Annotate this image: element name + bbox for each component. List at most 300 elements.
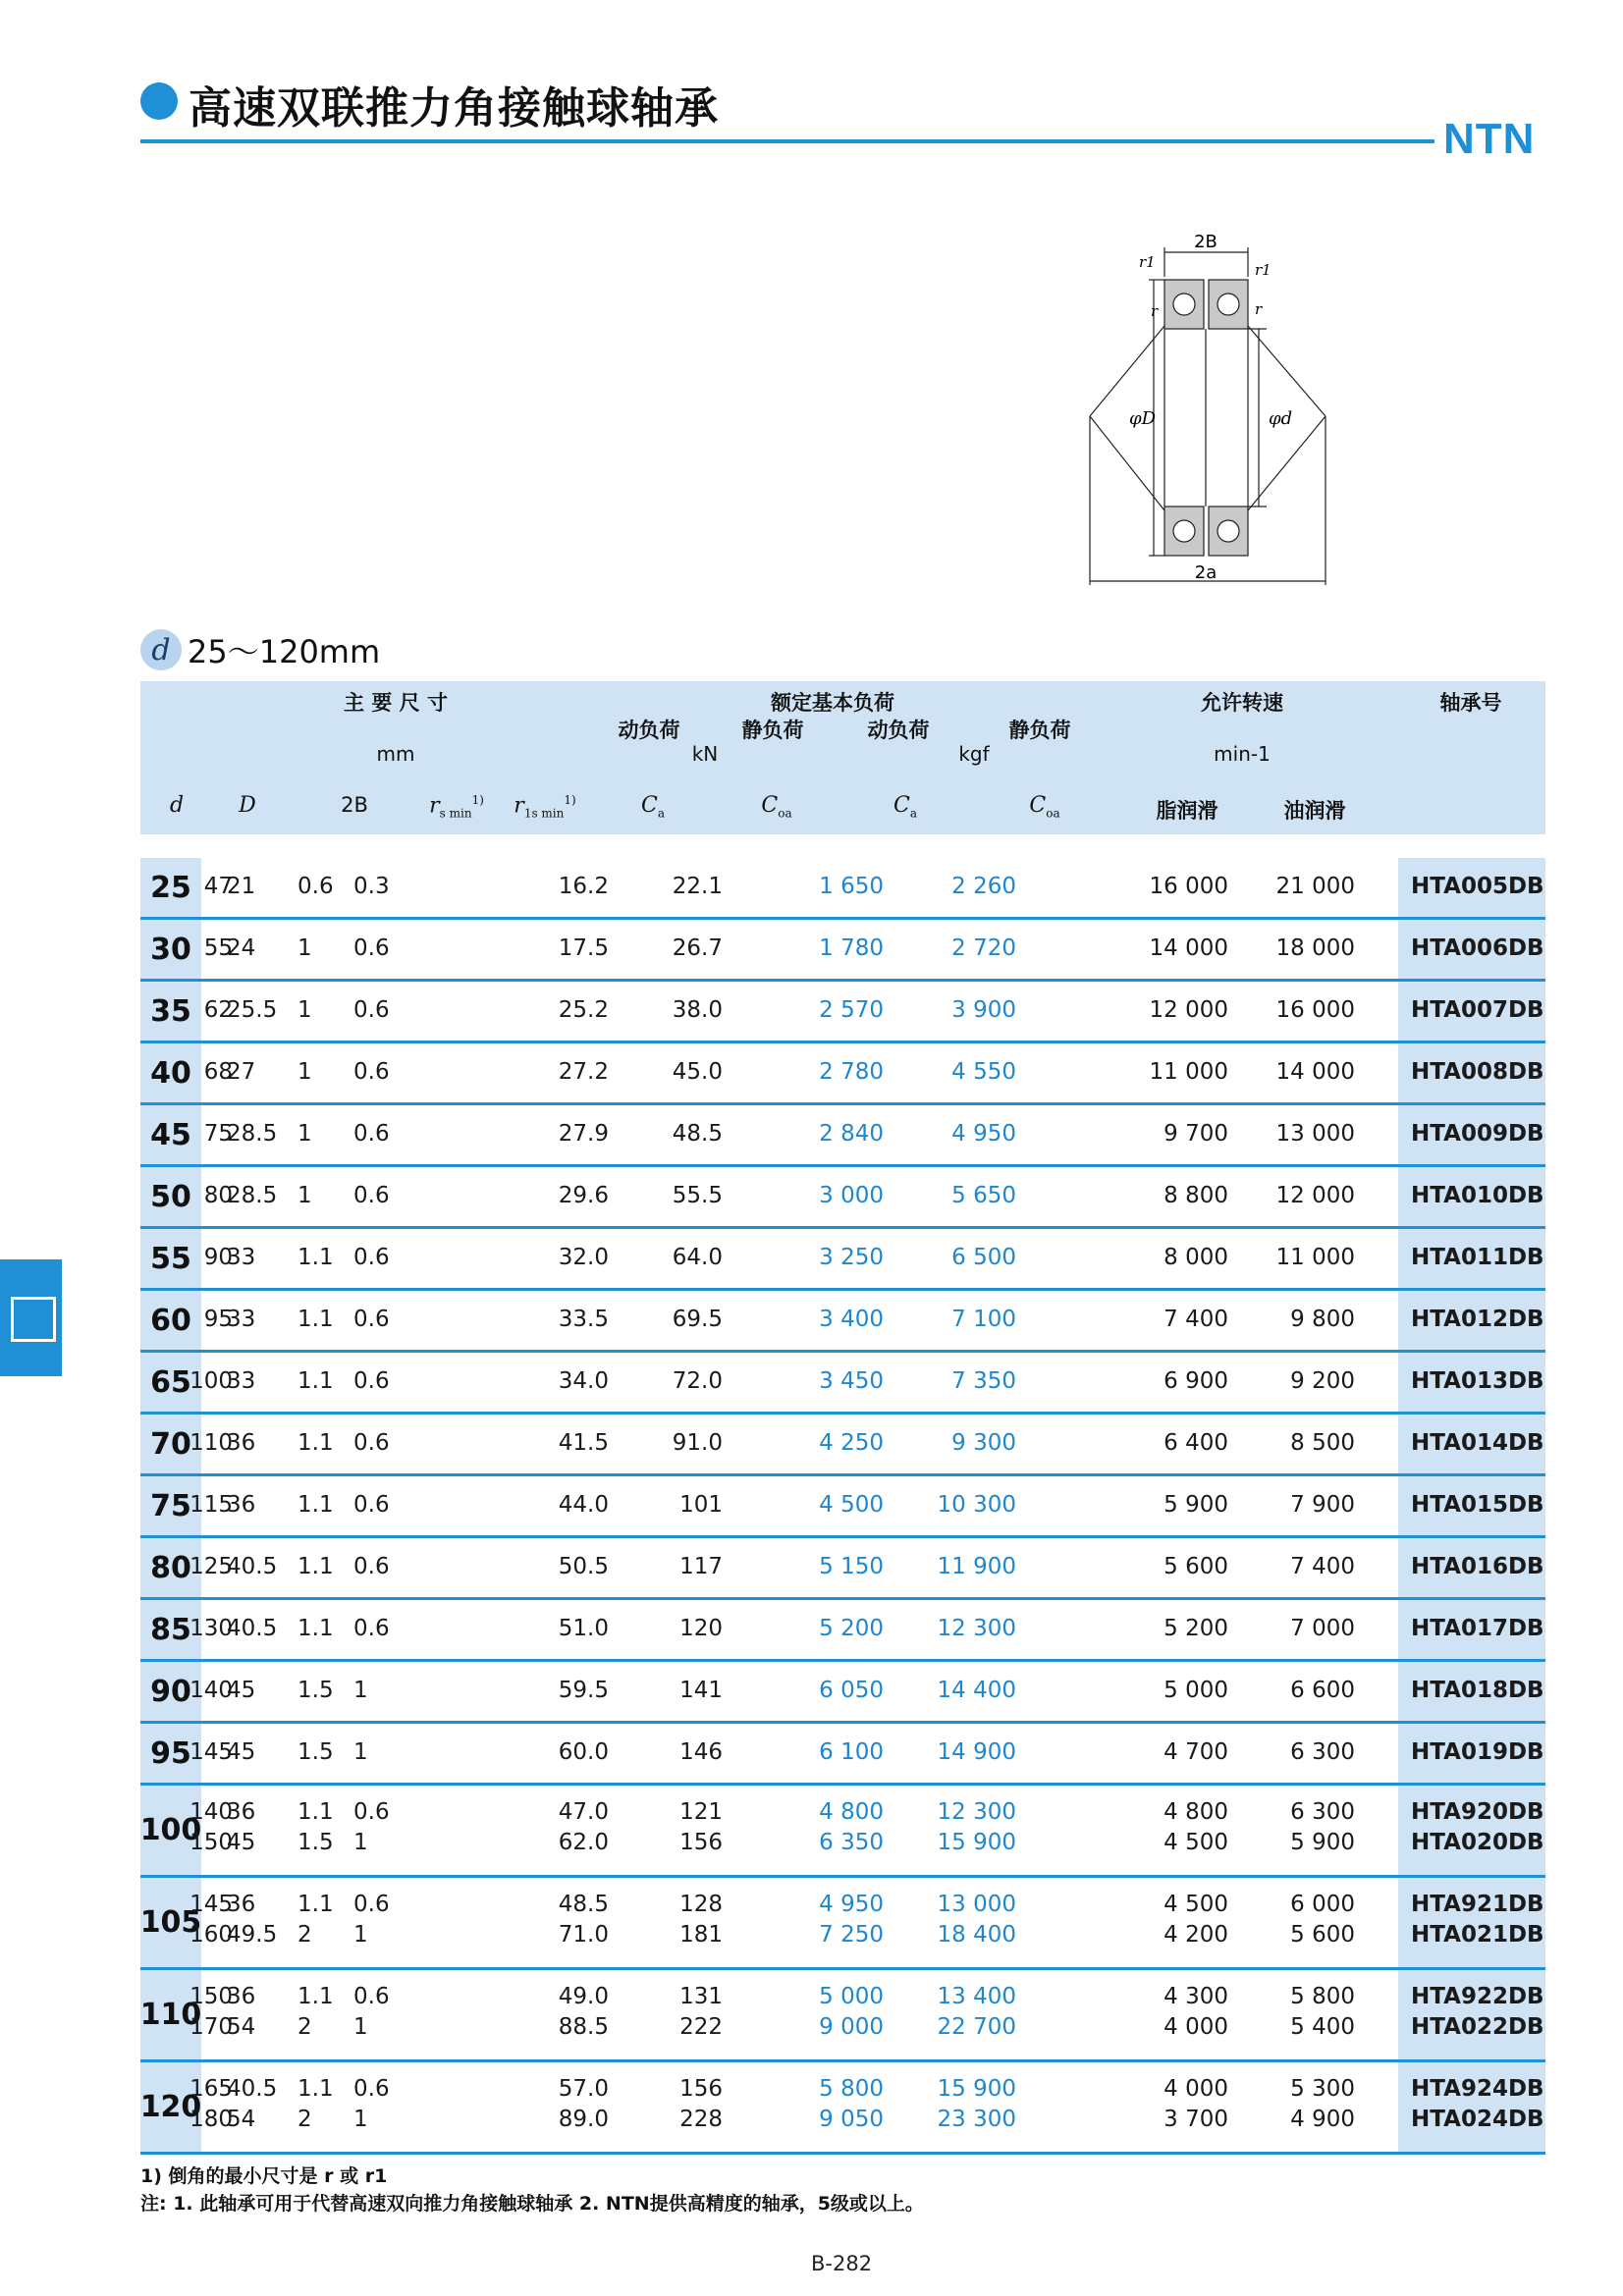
speed-grease-cell: 6 900 <box>1163 1368 1228 1394</box>
stat-load-kn-cell: 181 <box>679 1922 723 1948</box>
rs-min-cell: 1.1 <box>298 1892 334 1917</box>
dyn-load-kgf-cell: 9 050 <box>819 2107 884 2132</box>
header-col-2b: 2B <box>341 793 368 817</box>
stat-load-kgf-cell: 7 100 <box>951 1307 1016 1332</box>
bearing-number-cell: HTA022DB <box>1411 2014 1544 2040</box>
width-2b-cell: 45 <box>227 1678 256 1703</box>
page-number: B-282 <box>811 2252 873 2275</box>
outer-diameter-cell: 115 <box>189 1492 233 1518</box>
bore-diameter-cell: 105 <box>140 1878 201 1967</box>
stat-load-kn-cell: 131 <box>679 1984 723 2009</box>
stat-load-kn-cell: 45.0 <box>672 1059 723 1085</box>
dyn-load-kgf-cell: 6 350 <box>819 1830 884 1855</box>
speed-grease-cell: 4 500 <box>1163 1892 1228 1917</box>
rs-min-cell: 1 <box>298 935 312 961</box>
speed-oil-cell: 5 800 <box>1290 1984 1355 2009</box>
dim-r1-left-label: r1 <box>1139 253 1156 271</box>
stat-load-kgf-cell: 15 900 <box>937 2076 1016 2102</box>
table-row <box>140 920 1545 982</box>
width-2b-cell: 40.5 <box>227 1554 278 1579</box>
stat-load-kgf-cell: 18 400 <box>937 1922 1016 1948</box>
outer-diameter-cell: 130 <box>189 1616 233 1641</box>
table-row-line <box>140 2014 1545 2044</box>
speed-oil-cell: 21 000 <box>1275 874 1355 899</box>
page-title: 高速双联推力角接触球轴承 <box>189 83 719 133</box>
table-row-line <box>140 2076 1545 2106</box>
bore-diameter-cell: 120 <box>140 2062 201 2152</box>
stat-load-kn-cell: 38.0 <box>672 997 723 1023</box>
table-row <box>140 1043 1545 1105</box>
rs-min-cell: 1.1 <box>298 1492 334 1518</box>
rs-min-cell: 1.1 <box>298 1368 334 1394</box>
stat-load-kgf-cell: 14 400 <box>937 1678 1016 1703</box>
stat-load-kn-cell: 48.5 <box>672 1121 723 1147</box>
dyn-load-kn-cell: 88.5 <box>558 2014 609 2040</box>
dyn-load-kgf-cell: 5 800 <box>819 2076 884 2102</box>
dyn-load-kn-cell: 16.2 <box>558 874 609 899</box>
dyn-load-kgf-cell: 1 780 <box>819 935 884 961</box>
dyn-load-kgf-cell: 4 800 <box>819 1799 884 1825</box>
bearing-number-cell: HTA011DB <box>1411 1245 1544 1270</box>
dyn-load-kn-cell: 89.0 <box>558 2107 609 2132</box>
bearing-number-cell: HTA024DB <box>1411 2107 1544 2132</box>
bearing-number-cell: HTA014DB <box>1411 1430 1544 1456</box>
speed-oil-cell: 9 800 <box>1290 1307 1355 1332</box>
bearing-number-cell: HTA010DB <box>1411 1183 1544 1208</box>
table-row <box>140 1291 1545 1353</box>
rs-min-cell: 1.5 <box>298 1830 334 1855</box>
width-2b-cell: 28.5 <box>227 1121 278 1147</box>
bore-diameter-cell: 25 <box>140 858 201 917</box>
width-2b-cell: 27 <box>227 1059 256 1085</box>
dyn-load-kn-cell: 48.5 <box>558 1892 609 1917</box>
r1s-min-cell: 0.6 <box>353 1183 390 1208</box>
dyn-load-kgf-cell: 4 250 <box>819 1430 884 1456</box>
stat-load-kn-cell: 72.0 <box>672 1368 723 1394</box>
stat-load-kgf-cell: 22 700 <box>937 2014 1016 2040</box>
r1s-min-cell: 0.6 <box>353 1307 390 1332</box>
bore-diameter-cell: 70 <box>140 1415 201 1473</box>
outer-diameter-cell: 95 <box>203 1307 233 1332</box>
r1s-min-cell: 1 <box>353 1830 368 1855</box>
bore-diameter-cell: 55 <box>140 1229 201 1288</box>
stat-load-kgf-cell: 2 720 <box>951 935 1016 961</box>
table-row <box>140 1970 1545 2062</box>
bearing-number-cell: HTA013DB <box>1411 1368 1544 1394</box>
dyn-load-kn-cell: 51.0 <box>558 1616 609 1641</box>
speed-grease-cell: 11 000 <box>1149 1059 1228 1085</box>
stat-load-kgf-cell: 23 300 <box>937 2107 1016 2132</box>
header-col-rs-min: $r_{s min}^{1)}$ <box>429 793 484 821</box>
stat-load-kn-cell: 69.5 <box>672 1307 723 1332</box>
dyn-load-kgf-cell: 3 450 <box>819 1368 884 1394</box>
stat-load-kn-cell: 146 <box>679 1739 723 1765</box>
stat-load-kgf-cell: 7 350 <box>951 1368 1016 1394</box>
bearing-number-cell: HTA921DB <box>1411 1892 1544 1917</box>
r1s-min-cell: 1 <box>353 2014 368 2040</box>
speed-oil-cell: 6 000 <box>1290 1892 1355 1917</box>
outer-diameter-cell: 150 <box>189 1830 233 1855</box>
outer-diameter-cell: 110 <box>189 1430 233 1456</box>
header-bullet <box>140 82 178 120</box>
bearing-number-cell: HTA015DB <box>1411 1492 1544 1518</box>
width-2b-cell: 36 <box>227 1492 256 1518</box>
speed-oil-cell: 6 300 <box>1290 1799 1355 1825</box>
speed-oil-cell: 7 000 <box>1290 1616 1355 1641</box>
table-row-line <box>140 1307 1545 1336</box>
dyn-load-kgf-cell: 4 500 <box>819 1492 884 1518</box>
rs-min-cell: 1.1 <box>298 1799 334 1825</box>
table-row-line <box>140 1984 1545 2013</box>
bore-diameter-cell: 65 <box>140 1353 201 1412</box>
stat-load-kgf-cell: 12 300 <box>937 1799 1016 1825</box>
r1s-min-cell: 0.6 <box>353 1892 390 1917</box>
rs-min-cell: 2 <box>298 2014 312 2040</box>
dyn-load-kgf-cell: 6 050 <box>819 1678 884 1703</box>
outer-diameter-cell: 140 <box>189 1799 233 1825</box>
table-row <box>140 1600 1545 1662</box>
dyn-load-kn-cell: 57.0 <box>558 2076 609 2102</box>
outer-diameter-cell: 180 <box>189 2107 233 2132</box>
rs-min-cell: 0.6 <box>298 874 334 899</box>
speed-oil-cell: 5 600 <box>1290 1922 1355 1948</box>
dyn-load-kn-cell: 47.0 <box>558 1799 609 1825</box>
rs-min-cell: 1.1 <box>298 1307 334 1332</box>
r1s-min-cell: 0.3 <box>353 874 390 899</box>
outer-diameter-cell: 160 <box>189 1922 233 1948</box>
bearing-number-cell: HTA005DB <box>1411 874 1544 899</box>
table-row-line <box>140 1368 1545 1398</box>
table-row <box>140 1229 1545 1291</box>
dyn-load-kgf-cell: 5 000 <box>819 1984 884 2009</box>
speed-grease-cell: 4 500 <box>1163 1830 1228 1855</box>
dyn-load-kn-cell: 71.0 <box>558 1922 609 1948</box>
speed-oil-cell: 14 000 <box>1275 1059 1355 1085</box>
bearing-number-cell: HTA012DB <box>1411 1307 1544 1332</box>
speed-grease-cell: 6 400 <box>1163 1430 1228 1456</box>
r1s-min-cell: 0.6 <box>353 1984 390 2009</box>
dim-r-left-label: r <box>1151 302 1159 320</box>
speed-oil-cell: 11 000 <box>1275 1245 1355 1270</box>
dyn-load-kn-cell: 59.5 <box>558 1678 609 1703</box>
dyn-load-kn-cell: 44.0 <box>558 1492 609 1518</box>
rs-min-cell: 1 <box>298 997 312 1023</box>
dyn-load-kn-cell: 60.0 <box>558 1739 609 1765</box>
bore-range <box>140 628 380 671</box>
dim-r-right-label: r <box>1255 300 1263 318</box>
rs-min-cell: 1.1 <box>298 1984 334 2009</box>
table-row-line <box>140 1830 1545 1859</box>
stat-load-kn-cell: 222 <box>679 2014 723 2040</box>
table-row-line <box>140 1245 1545 1274</box>
dyn-load-kn-cell: 49.0 <box>558 1984 609 2009</box>
table-row <box>140 1353 1545 1415</box>
stat-load-kn-cell: 117 <box>679 1554 723 1579</box>
r1s-min-cell: 0.6 <box>353 2076 390 2102</box>
speed-grease-cell: 5 200 <box>1163 1616 1228 1641</box>
footnote-chamfer: 1) 倒角的最小尺寸是 r 或 r1 <box>140 2165 388 2187</box>
footnote-notes: 注: 1. 此轴承可用于代替高速双向推力角接触球轴承 2. NTN提供高精度的轴承，5级或以上。 <box>140 2193 924 2215</box>
dyn-load-kn-cell: 62.0 <box>558 1830 609 1855</box>
rs-min-cell: 2 <box>298 2107 312 2132</box>
speed-oil-cell: 5 900 <box>1290 1830 1355 1855</box>
table-row-line <box>140 1739 1545 1769</box>
bearing-number-cell: HTA924DB <box>1411 2076 1544 2102</box>
speed-oil-cell: 8 500 <box>1290 1430 1355 1456</box>
r1s-min-cell: 1 <box>353 1739 368 1765</box>
r1s-min-cell: 0.6 <box>353 1059 390 1085</box>
rs-min-cell: 1.1 <box>298 1430 334 1456</box>
bore-diameter-cell: 80 <box>140 1538 201 1597</box>
bearing-number-cell: HTA007DB <box>1411 997 1544 1023</box>
table-row-line <box>140 1616 1545 1645</box>
speed-oil-cell: 13 000 <box>1275 1121 1355 1147</box>
dyn-load-kn-cell: 41.5 <box>558 1430 609 1456</box>
dyn-load-kn-cell: 27.2 <box>558 1059 609 1085</box>
outer-diameter-cell: 165 <box>189 2076 233 2102</box>
dyn-load-kn-cell: 50.5 <box>558 1554 609 1579</box>
r1s-min-cell: 0.6 <box>353 997 390 1023</box>
dim-2a-label: 2a <box>1194 562 1217 583</box>
stat-load-kgf-cell: 9 300 <box>951 1430 1016 1456</box>
speed-oil-cell: 5 300 <box>1290 2076 1355 2102</box>
dyn-load-kgf-cell: 3 000 <box>819 1183 884 1208</box>
speed-oil-cell: 7 900 <box>1290 1492 1355 1518</box>
width-2b-cell: 36 <box>227 1799 256 1825</box>
stat-load-kn-cell: 91.0 <box>672 1430 723 1456</box>
dyn-load-kgf-cell: 3 250 <box>819 1245 884 1270</box>
header-oil-lubrication: 油润滑 <box>1283 799 1346 823</box>
table-row-line <box>140 1059 1545 1089</box>
outer-diameter-cell: 140 <box>189 1678 233 1703</box>
bore-range-text: 25～120mm <box>188 633 381 670</box>
rs-min-cell: 1.5 <box>298 1678 334 1703</box>
dyn-load-kgf-cell: 2 840 <box>819 1121 884 1147</box>
outer-diameter-cell: 47 <box>203 874 233 899</box>
speed-grease-cell: 5 600 <box>1163 1554 1228 1579</box>
bore-diameter-cell: 30 <box>140 920 201 979</box>
bore-diameter-cell: 90 <box>140 1662 201 1721</box>
table-row-line <box>140 1183 1545 1212</box>
stat-load-kn-cell: 26.7 <box>672 935 723 961</box>
outer-diameter-cell: 75 <box>203 1121 233 1147</box>
bearing-number-cell: HTA017DB <box>1411 1616 1544 1641</box>
table-row <box>140 1878 1545 1970</box>
width-2b-cell: 45 <box>227 1830 256 1855</box>
r1s-min-cell: 0.6 <box>353 1245 390 1270</box>
rs-min-cell: 1.1 <box>298 1554 334 1579</box>
header-static-load-kn: 静负荷 <box>741 719 804 742</box>
bore-diameter-cell: 50 <box>140 1167 201 1226</box>
speed-oil-cell: 9 200 <box>1290 1368 1355 1394</box>
table-row-line <box>140 874 1545 903</box>
width-2b-cell: 21 <box>227 874 256 899</box>
outer-diameter-cell: 170 <box>189 2014 233 2040</box>
width-2b-cell: 40.5 <box>227 1616 278 1641</box>
width-2b-cell: 36 <box>227 1984 256 2009</box>
bore-diameter-cell: 95 <box>140 1724 201 1783</box>
header-static-load-kgf: 静负荷 <box>1008 719 1071 742</box>
header-unit-kn: kN <box>691 742 719 766</box>
speed-grease-cell: 16 000 <box>1149 874 1228 899</box>
rs-min-cell: 1 <box>298 1121 312 1147</box>
speed-oil-cell: 18 000 <box>1275 935 1355 961</box>
r1s-min-cell: 0.6 <box>353 1616 390 1641</box>
bearing-cross-section-diagram <box>1080 228 1337 593</box>
bearing-number-cell: HTA922DB <box>1411 1984 1544 2009</box>
speed-grease-cell: 4 700 <box>1163 1739 1228 1765</box>
dyn-load-kn-cell: 25.2 <box>558 997 609 1023</box>
table-row-line <box>140 1430 1545 1460</box>
width-2b-cell: 33 <box>227 1368 256 1394</box>
r1s-min-cell: 0.6 <box>353 1799 390 1825</box>
table-row <box>140 858 1545 920</box>
dyn-load-kgf-cell: 5 150 <box>819 1554 884 1579</box>
width-2b-cell: 40.5 <box>227 2076 278 2102</box>
bearing-number-cell: HTA019DB <box>1411 1739 1544 1765</box>
r1s-min-cell: 1 <box>353 1922 368 1948</box>
table-row-line <box>140 997 1545 1027</box>
dyn-load-kn-cell: 29.6 <box>558 1183 609 1208</box>
bore-range-symbol: d <box>140 629 182 670</box>
speed-grease-cell: 5 900 <box>1163 1492 1228 1518</box>
rs-min-cell: 1.1 <box>298 1245 334 1270</box>
stat-load-kn-cell: 128 <box>679 1892 723 1917</box>
brand-logo: NTN <box>1443 115 1536 163</box>
bearing-number-cell: HTA021DB <box>1411 1922 1544 1948</box>
header-main-dimensions-unit: mm <box>376 742 415 766</box>
speed-grease-cell: 4 800 <box>1163 1799 1228 1825</box>
stat-load-kn-cell: 156 <box>679 1830 723 1855</box>
section-side-tab <box>0 1259 62 1376</box>
speed-grease-cell: 4 000 <box>1163 2076 1228 2102</box>
speed-oil-cell: 6 300 <box>1290 1739 1355 1765</box>
speed-grease-cell: 4 200 <box>1163 1922 1228 1948</box>
header-col-r1s-min: $r_{1s min}^{1)}$ <box>514 793 576 821</box>
speed-grease-cell: 3 700 <box>1163 2107 1228 2132</box>
bore-diameter-cell: 110 <box>140 1970 201 2059</box>
stat-load-kgf-cell: 2 260 <box>951 874 1016 899</box>
header-grease-lubrication: 脂润滑 <box>1156 799 1218 823</box>
dyn-load-kn-cell: 33.5 <box>558 1307 609 1332</box>
bearing-number-cell: HTA018DB <box>1411 1678 1544 1703</box>
outer-diameter-cell: 125 <box>189 1554 233 1579</box>
width-2b-cell: 28.5 <box>227 1183 278 1208</box>
bearing-section-icon <box>11 1297 56 1342</box>
footnotes <box>140 2163 924 2217</box>
dyn-load-kn-cell: 32.0 <box>558 1245 609 1270</box>
stat-load-kn-cell: 120 <box>679 1616 723 1641</box>
width-2b-cell: 24 <box>227 935 256 961</box>
table-row <box>140 1476 1545 1538</box>
header-col-ca-kgf: $C_a$ <box>893 793 917 821</box>
bore-diameter-cell: 60 <box>140 1291 201 1350</box>
header-bearing-number: 轴承号 <box>1439 691 1502 715</box>
speed-grease-cell: 5 000 <box>1163 1678 1228 1703</box>
stat-load-kgf-cell: 4 550 <box>951 1059 1016 1085</box>
stat-load-kgf-cell: 6 500 <box>951 1245 1016 1270</box>
speed-oil-cell: 7 400 <box>1290 1554 1355 1579</box>
header-allowable-speed: 允许转速 <box>1201 691 1283 715</box>
bearing-number-cell: HTA009DB <box>1411 1121 1544 1147</box>
header-speed-unit: min-1 <box>1214 742 1271 766</box>
bore-diameter-cell: 40 <box>140 1043 201 1102</box>
dyn-load-kn-cell: 17.5 <box>558 935 609 961</box>
speed-oil-cell: 16 000 <box>1275 997 1355 1023</box>
speed-grease-cell: 7 400 <box>1163 1307 1228 1332</box>
dyn-load-kgf-cell: 4 950 <box>819 1892 884 1917</box>
outer-diameter-cell: 145 <box>189 1739 233 1765</box>
header-col-ca-kn: $C_a$ <box>641 793 665 821</box>
rs-min-cell: 2 <box>298 1922 312 1948</box>
rs-min-cell: 1 <box>298 1059 312 1085</box>
width-2b-cell: 25.5 <box>227 997 278 1023</box>
dyn-load-kn-cell: 34.0 <box>558 1368 609 1394</box>
width-2b-cell: 54 <box>227 2014 256 2040</box>
dyn-load-kgf-cell: 2 570 <box>819 997 884 1023</box>
speed-oil-cell: 5 400 <box>1290 2014 1355 2040</box>
speed-grease-cell: 4 000 <box>1163 2014 1228 2040</box>
table-row <box>140 1786 1545 1878</box>
header-rule <box>140 139 1434 143</box>
stat-load-kgf-cell: 4 950 <box>951 1121 1016 1147</box>
speed-oil-cell: 4 900 <box>1290 2107 1355 2132</box>
speed-grease-cell: 12 000 <box>1149 997 1228 1023</box>
header-dynamic-load-kgf: 动负荷 <box>867 719 930 742</box>
header-col-outer-d: D <box>239 793 256 818</box>
dyn-load-kgf-cell: 7 250 <box>819 1922 884 1948</box>
rs-min-cell: 1.1 <box>298 1616 334 1641</box>
r1s-min-cell: 0.6 <box>353 1554 390 1579</box>
header-col-coa-kn: $C_{oa}$ <box>761 793 792 821</box>
outer-diameter-cell: 150 <box>189 1984 233 2009</box>
bore-diameter-cell: 45 <box>140 1105 201 1164</box>
rs-min-cell: 1.1 <box>298 2076 334 2102</box>
table-row <box>140 1415 1545 1476</box>
outer-diameter-cell: 145 <box>189 1892 233 1917</box>
stat-load-kgf-cell: 13 000 <box>937 1892 1016 1917</box>
dyn-load-kgf-cell: 6 100 <box>819 1739 884 1765</box>
rs-min-cell: 1.5 <box>298 1739 334 1765</box>
bearing-number-cell: HTA008DB <box>1411 1059 1544 1085</box>
table-row <box>140 1662 1545 1724</box>
r1s-min-cell: 0.6 <box>353 1121 390 1147</box>
table-header <box>140 681 1545 834</box>
table-row-line <box>140 1492 1545 1522</box>
dim-outer-diameter-label: φD <box>1129 408 1157 429</box>
stat-load-kgf-cell: 15 900 <box>937 1830 1016 1855</box>
stat-load-kgf-cell: 3 900 <box>951 997 1016 1023</box>
table-row <box>140 982 1545 1043</box>
header-dynamic-load-kn: 动负荷 <box>618 719 680 742</box>
width-2b-cell: 36 <box>227 1430 256 1456</box>
table-row <box>140 1167 1545 1229</box>
table-row-line <box>140 1799 1545 1829</box>
stat-load-kn-cell: 121 <box>679 1799 723 1825</box>
stat-load-kgf-cell: 11 900 <box>937 1554 1016 1579</box>
table-row <box>140 2062 1545 2155</box>
header-unit-kgf: kgf <box>958 742 990 766</box>
dyn-load-kgf-cell: 3 400 <box>819 1307 884 1332</box>
header-load-rating: 额定基本负荷 <box>771 691 894 715</box>
stat-load-kn-cell: 55.5 <box>672 1183 723 1208</box>
header-main-dimensions: 主 要 尺 寸 <box>344 691 448 715</box>
width-2b-cell: 33 <box>227 1245 256 1270</box>
stat-load-kgf-cell: 10 300 <box>937 1492 1016 1518</box>
outer-diameter-cell: 80 <box>203 1183 233 1208</box>
stat-load-kn-cell: 22.1 <box>672 874 723 899</box>
stat-load-kn-cell: 228 <box>679 2107 723 2132</box>
